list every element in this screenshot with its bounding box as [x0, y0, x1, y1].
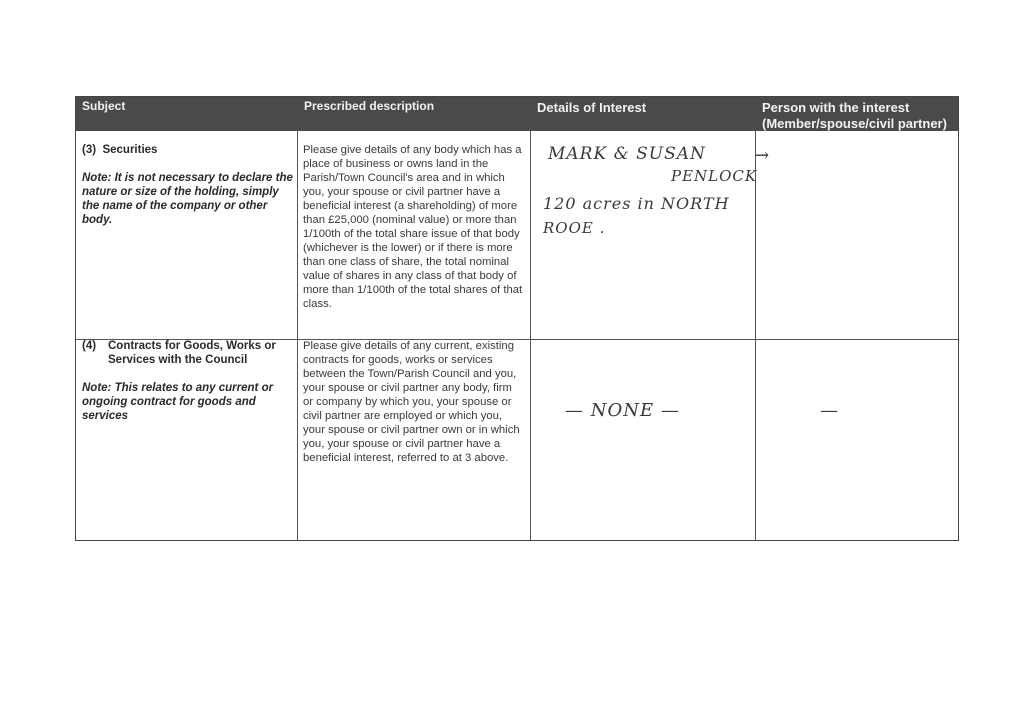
header-prescribed-description: Prescribed description: [304, 99, 435, 113]
table-header-row: [76, 97, 958, 131]
subject-number: (3): [82, 144, 97, 156]
subject-heading: [82, 339, 294, 367]
subject-note: Note: This relates to any current or ongoing contract for goods and services: [82, 382, 274, 422]
interests-table: [75, 96, 959, 541]
handwritten-arrow: →: [754, 145, 771, 166]
row-contracts-details: [531, 340, 755, 540]
column-divider: [297, 131, 298, 540]
row-securities-person: [756, 133, 958, 338]
header-person-line1: Person with the interest: [762, 100, 910, 115]
subject-number: (4): [82, 340, 97, 352]
handwritten-road: ROOE .: [543, 219, 606, 237]
row-contracts-person: [756, 340, 958, 540]
handwritten-none: — NONE —: [565, 400, 680, 421]
row-contracts-description: Please give details of any current, existing contracts for goods, works or services between the Town/Parish Council and you, your spouse or civil partner any body, firm or company by which you, your spouse or civil partner are employed or which you, your spouse or civil partner own or in which you, your spouse or civil partner have a beneficial interest, referred to at 3 above.: [303, 340, 520, 464]
handwritten-acres: 120 acres in NORTH: [543, 194, 730, 213]
subject-title: Contracts for Goods, Works or Services with the Council: [108, 340, 276, 366]
row-securities-subject: [82, 143, 294, 227]
header-details-of-interest: Details of Interest: [537, 100, 647, 115]
handwritten-name: MARK & SUSAN: [548, 144, 706, 164]
handwritten-surname: PENLOCK: [671, 167, 758, 185]
header-subject: Subject: [82, 99, 126, 113]
subject-note: Note: It is not necessary to declare the nature or size of the holding, simply the name of the company or other body.: [82, 172, 293, 226]
subject-heading: [82, 143, 294, 157]
handwritten-dash: —: [820, 400, 839, 421]
row-securities-description: Please give details of any body which has a place of business or owns land in the Parish/Town Council's area and in which you, your spouse or civil partner have a beneficial interest (a shareholding) of more than £25,000 (nominal value) or more than 1/100th of the total share issue of that body (whichever is the lower) or if there is more than one class of share, the total nominal value of shares in any class of that body of more than 1/100th of the total shares of that class.: [303, 144, 523, 310]
header-person-line2: (Member/spouse/civil partner): [762, 116, 947, 131]
subject-title: Securities: [102, 144, 158, 156]
header-person-with-interest: [756, 97, 958, 131]
row-securities-details: [531, 133, 758, 338]
row-contracts-subject: [82, 339, 294, 423]
